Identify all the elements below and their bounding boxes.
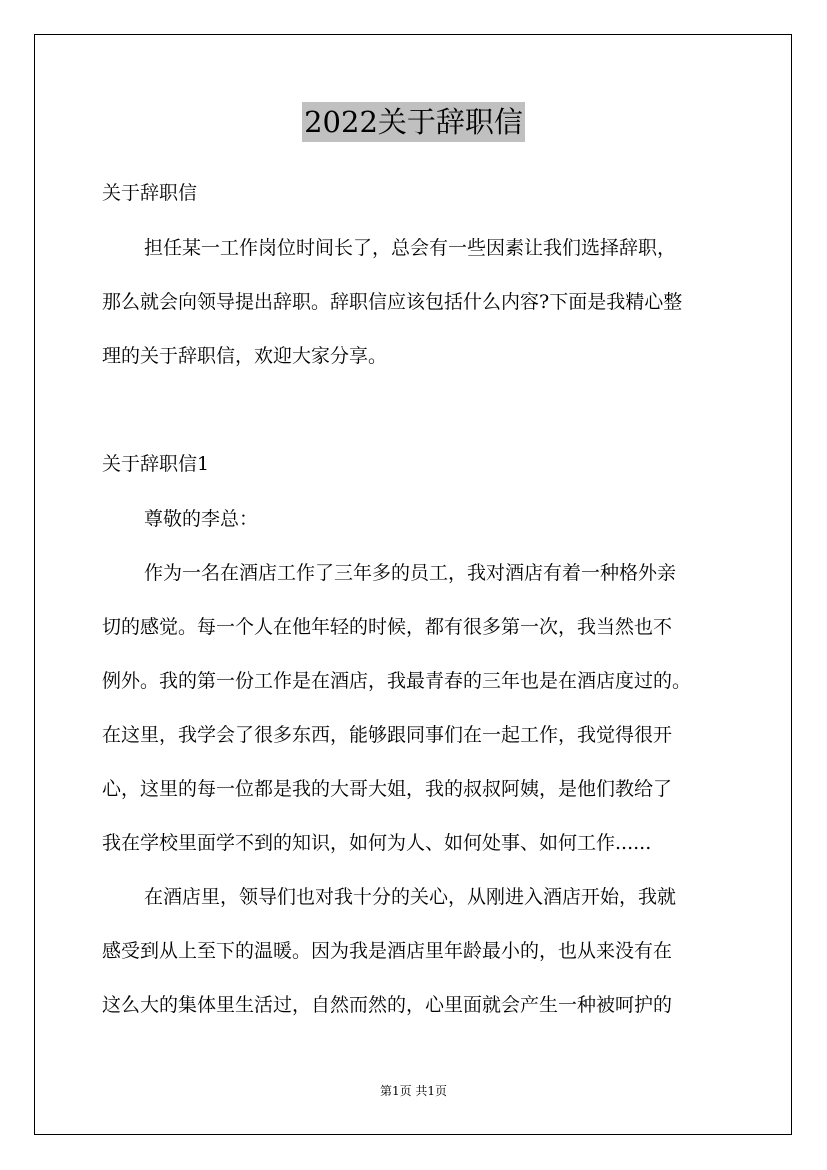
heading: 关于辞职信 [102, 182, 198, 204]
body-line-5: 心，这里的每一位都是我的大哥大姐，我的叔叔阿姨，是他们教给了 [102, 778, 673, 800]
document-title: 2022关于辞职信 [302, 102, 525, 142]
body-line-4: 在这里，我学会了很多东西，能够跟同事们在一起工作，我觉得很开 [102, 724, 673, 746]
body-line-1: 作为一名在酒店工作了三年多的员工，我对酒店有着一种格外亲 [144, 562, 677, 584]
intro-line-1: 担任某一工作岗位时间长了，总会有一些因素让我们选择辞职， [144, 237, 677, 259]
body-line-2: 切的感觉。每一个人在他年轻的时候，都有很多第一次，我当然也不 [102, 616, 673, 638]
intro-line-3: 理的关于辞职信，欢迎大家分享。 [102, 345, 388, 367]
intro-line-2: 那么就会向领导提出辞职。辞职信应该包括什么内容?下面是我精心整 [102, 291, 683, 313]
body-line-9: 这么大的集体里生活过，自然而然的，心里面就会产生一种被呵护的 [102, 994, 673, 1016]
body-line-3: 例外。我的第一份工作是在酒店，我最青春的三年也是在酒店度过的。 [102, 670, 692, 692]
section-heading: 关于辞职信1 [102, 453, 210, 475]
body-line-6: 我在学校里面学不到的知识，如何为人、如何处事、如何工作...... [102, 832, 652, 854]
document-title-container [0, 102, 827, 142]
body-line-8: 感受到从上至下的温暖。因为我是酒店里年龄最小的，也从来没有在 [102, 940, 673, 962]
page-footer: 第1页 共1页 [379, 1084, 448, 1098]
salutation: 尊敬的李总： [144, 508, 259, 530]
body-line-7: 在酒店里，领导们也对我十分的关心，从刚进入酒店开始，我就 [144, 886, 677, 908]
